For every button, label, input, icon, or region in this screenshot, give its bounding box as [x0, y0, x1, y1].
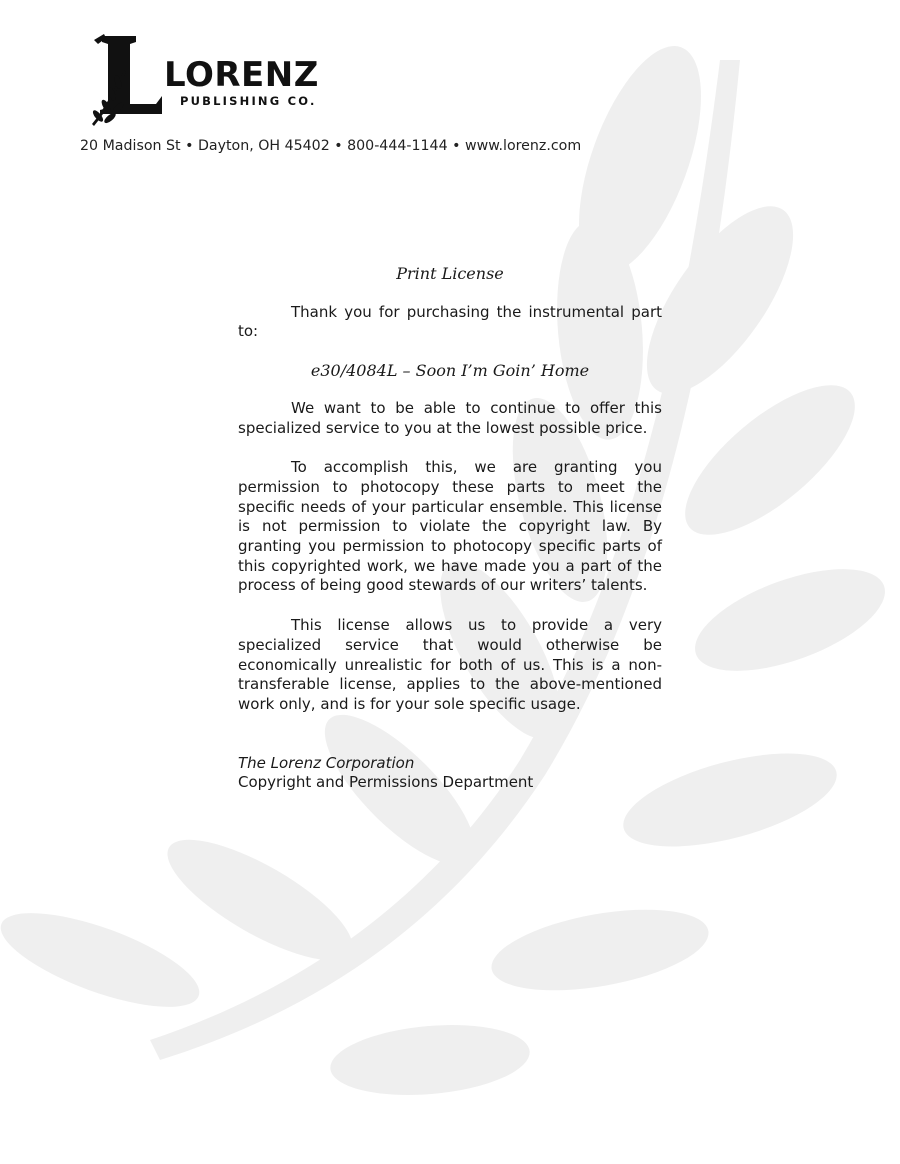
address-line: 20 Madison St • Dayton, OH 45402 • 800-444-1144 • www.lorenz.com — [80, 138, 582, 154]
company-name: LORENZ — [164, 55, 319, 95]
work-title: e30/4084L – Soon I’m Goin’ Home — [310, 361, 590, 381]
letter-title: Print License — [396, 264, 504, 283]
intro-paragraph: Thank you for purchasing the instrumental part to: — [238, 302, 662, 341]
paragraph-2: To accomplish this, we are granting you permission to photocopy these parts to meet the specific needs of your particular ensemble. This license is not permission to violate the copyright law. By granting you permission to photocopy specific parts of this copyrighted work, we have made you a part of the process of being good stewards of our writers’ talents. — [238, 458, 662, 595]
paragraph-1: We want to be able to continue to offer this specialized service to you at the lowest possible price. — [238, 398, 662, 437]
signature-corporation: The Lorenz Corporation — [238, 753, 415, 772]
letter-body — [238, 264, 662, 793]
paragraph-3: This license allows us to provide a very specialized service that would otherwise be economically unrealistic for both of us. This is a non-transferable license, applies to the above-mentioned work only, and is for your sole specific usage. — [238, 616, 662, 713]
laurel-letter-l-icon — [84, 30, 164, 128]
signature-department: Copyright and Permissions Department — [238, 773, 534, 792]
company-subtitle: PUBLISHING CO. — [180, 94, 317, 108]
company-logo — [84, 30, 328, 128]
